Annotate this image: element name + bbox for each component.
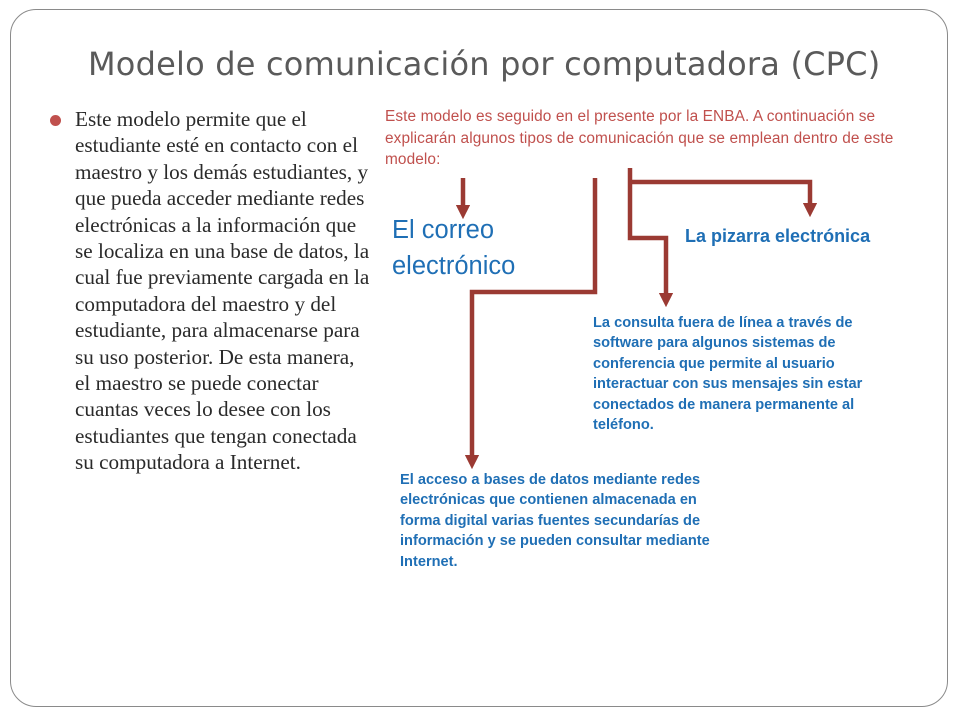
- slide-title: Modelo de comunicación por computadora (CPC): [88, 45, 881, 83]
- database-access-text: El acceso a bases de datos mediante redes electrónicas que contienen almacenada en forma digital varias fuentes secundarías de información y se pueden consultar mediante Internet.: [400, 472, 710, 570]
- bullet-text: Este modelo permite que el estudiante esté en contacto con el maestro y los demás estudiantes, y que pueda acceder mediante redes electrónicas a la información que se localiza en una base de datos, la cual fue previamente cargada en la computadora del maestro y del estudiante, para almacenarse para su uso posterior. De esta manera, el maestro se puede conectar cuantas veces lo desee con los estudiantes que tengan conectada su computadora a Internet.: [75, 107, 370, 475]
- arrow-to-offline: [630, 168, 666, 300]
- offline-consultation-text: La consulta fuera de línea a través de software para algunos sistemas de conferencia que permite al usuario interactuar con sus mensajes sin estar conectados de manera permanente al teléfono.: [593, 315, 863, 434]
- email-label: El correo electrónico: [392, 216, 516, 280]
- arrow-to-board: [630, 182, 810, 210]
- arrow-to-database: [472, 178, 595, 462]
- electronic-board-label: La pizarra electrónica: [685, 226, 871, 246]
- intro-text: Este modelo es seguido en el presente por la ENBA. A continuación se explicarán algunos tipos de comunicación que se emplean dentro de este modelo:: [385, 108, 894, 168]
